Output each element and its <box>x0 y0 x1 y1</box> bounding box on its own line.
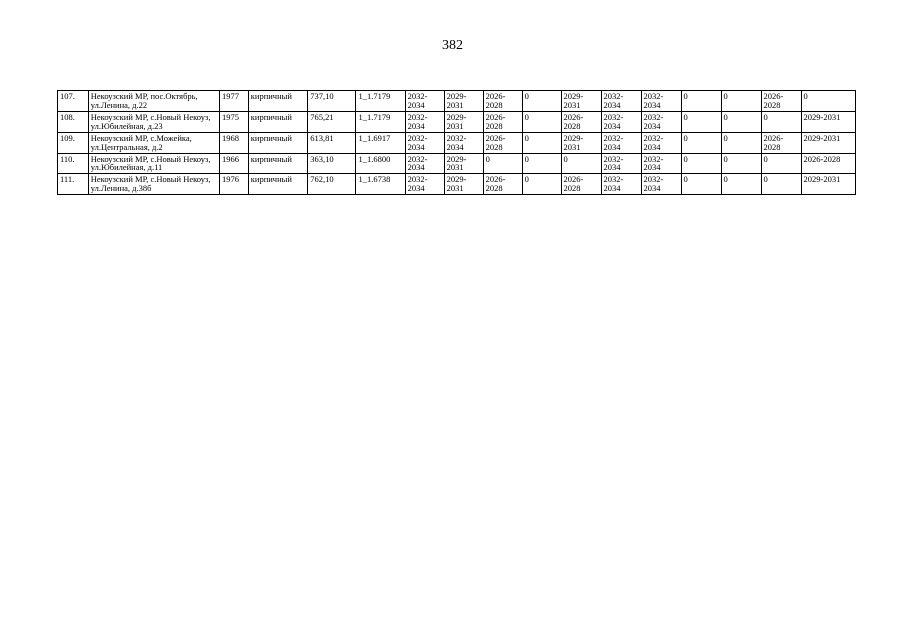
period-11-cell: 2029-2031 <box>801 174 855 195</box>
period-4-cell: 0 <box>522 91 561 112</box>
row-number-cell: 107. <box>58 91 89 112</box>
period-7-cell: 2032-2034 <box>641 91 681 112</box>
build-year-cell: 1977 <box>220 91 249 112</box>
period-6-cell: 2032-2034 <box>601 174 641 195</box>
period-7-cell: 2032-2034 <box>641 174 681 195</box>
period-2-cell: 2029-2031 <box>444 111 483 132</box>
period-7-cell: 2032-2034 <box>641 153 681 174</box>
wall-material-cell: кирпичный <box>248 91 307 112</box>
period-11-cell: 2029-2031 <box>801 111 855 132</box>
period-5-cell: 2026-2028 <box>561 111 601 132</box>
period-11-cell: 0 <box>801 91 855 112</box>
address-cell: Некоузский МР, пос.Октябрь, ул.Ленина, д.22 <box>88 91 219 112</box>
period-7-cell: 2032-2034 <box>641 111 681 132</box>
period-11-cell: 2026-2028 <box>801 153 855 174</box>
period-3-cell: 2026-2028 <box>483 132 522 153</box>
period-10-cell: 2026-2028 <box>761 132 801 153</box>
period-1-cell: 2032-2034 <box>405 132 444 153</box>
period-2-cell: 2029-2031 <box>444 91 483 112</box>
code-cell: 1_1.7179 <box>356 111 405 132</box>
period-10-cell: 0 <box>761 174 801 195</box>
area-cell: 737,10 <box>308 91 356 112</box>
row-number-cell: 110. <box>58 153 89 174</box>
wall-material-cell: кирпичный <box>248 132 307 153</box>
area-cell: 613,81 <box>308 132 356 153</box>
period-1-cell: 2032-2034 <box>405 111 444 132</box>
area-cell: 765,21 <box>308 111 356 132</box>
page-number: 382 <box>442 38 463 53</box>
period-8-cell: 0 <box>681 132 721 153</box>
period-8-cell: 0 <box>681 174 721 195</box>
period-8-cell: 0 <box>681 153 721 174</box>
period-4-cell: 0 <box>522 174 561 195</box>
period-6-cell: 2032-2034 <box>601 153 641 174</box>
area-cell: 762,10 <box>308 174 356 195</box>
period-4-cell: 0 <box>522 111 561 132</box>
period-5-cell: 0 <box>561 153 601 174</box>
table-row <box>58 153 856 174</box>
period-7-cell: 2032-2034 <box>641 132 681 153</box>
period-1-cell: 2032-2034 <box>405 174 444 195</box>
period-9-cell: 0 <box>721 174 761 195</box>
period-1-cell: 2032-2034 <box>405 153 444 174</box>
period-2-cell: 2029-2031 <box>444 153 483 174</box>
period-3-cell: 2026-2028 <box>483 91 522 112</box>
period-9-cell: 0 <box>721 91 761 112</box>
table-row <box>58 111 856 132</box>
period-9-cell: 0 <box>721 132 761 153</box>
period-5-cell: 2029-2031 <box>561 91 601 112</box>
period-10-cell: 0 <box>761 153 801 174</box>
row-number-cell: 111. <box>58 174 89 195</box>
period-9-cell: 0 <box>721 111 761 132</box>
period-9-cell: 0 <box>721 153 761 174</box>
period-6-cell: 2032-2034 <box>601 132 641 153</box>
period-6-cell: 2032-2034 <box>601 111 641 132</box>
build-year-cell: 1976 <box>220 174 249 195</box>
build-year-cell: 1975 <box>220 111 249 132</box>
period-11-cell: 2029-2031 <box>801 132 855 153</box>
period-2-cell: 2032-2034 <box>444 132 483 153</box>
period-4-cell: 0 <box>522 132 561 153</box>
period-10-cell: 2026-2028 <box>761 91 801 112</box>
period-5-cell: 2029-2031 <box>561 132 601 153</box>
period-3-cell: 0 <box>483 153 522 174</box>
build-year-cell: 1968 <box>220 132 249 153</box>
period-5-cell: 2026-2028 <box>561 174 601 195</box>
code-cell: 1_1.6917 <box>356 132 405 153</box>
period-1-cell: 2032-2034 <box>405 91 444 112</box>
table-row <box>58 132 856 153</box>
code-cell: 1_1.7179 <box>356 91 405 112</box>
housing-registry-table <box>57 90 856 195</box>
row-number-cell: 109. <box>58 132 89 153</box>
period-3-cell: 2026-2028 <box>483 174 522 195</box>
period-2-cell: 2029-2031 <box>444 174 483 195</box>
period-10-cell: 0 <box>761 111 801 132</box>
address-cell: Некоузский МР, с.Новый Некоуз, ул.Юбилейная, д.23 <box>88 111 219 132</box>
area-cell: 363,10 <box>308 153 356 174</box>
wall-material-cell: кирпичный <box>248 153 307 174</box>
period-3-cell: 2026-2028 <box>483 111 522 132</box>
code-cell: 1_1.6738 <box>356 174 405 195</box>
table-row <box>58 91 856 112</box>
build-year-cell: 1966 <box>220 153 249 174</box>
period-4-cell: 0 <box>522 153 561 174</box>
period-8-cell: 0 <box>681 91 721 112</box>
address-cell: Некоузский МР, с.Новый Некоуз, ул.Ленина, д.38б <box>88 174 219 195</box>
row-number-cell: 108. <box>58 111 89 132</box>
address-cell: Некоузский МР, с.Можейка, ул.Центральная, д.2 <box>88 132 219 153</box>
period-6-cell: 2032-2034 <box>601 91 641 112</box>
address-cell: Некоузский МР, с.Новый Некоуз, ул.Юбилейная, д.11 <box>88 153 219 174</box>
period-8-cell: 0 <box>681 111 721 132</box>
wall-material-cell: кирпичный <box>248 174 307 195</box>
code-cell: 1_1.6800 <box>356 153 405 174</box>
table-row <box>58 174 856 195</box>
wall-material-cell: кирпичный <box>248 111 307 132</box>
